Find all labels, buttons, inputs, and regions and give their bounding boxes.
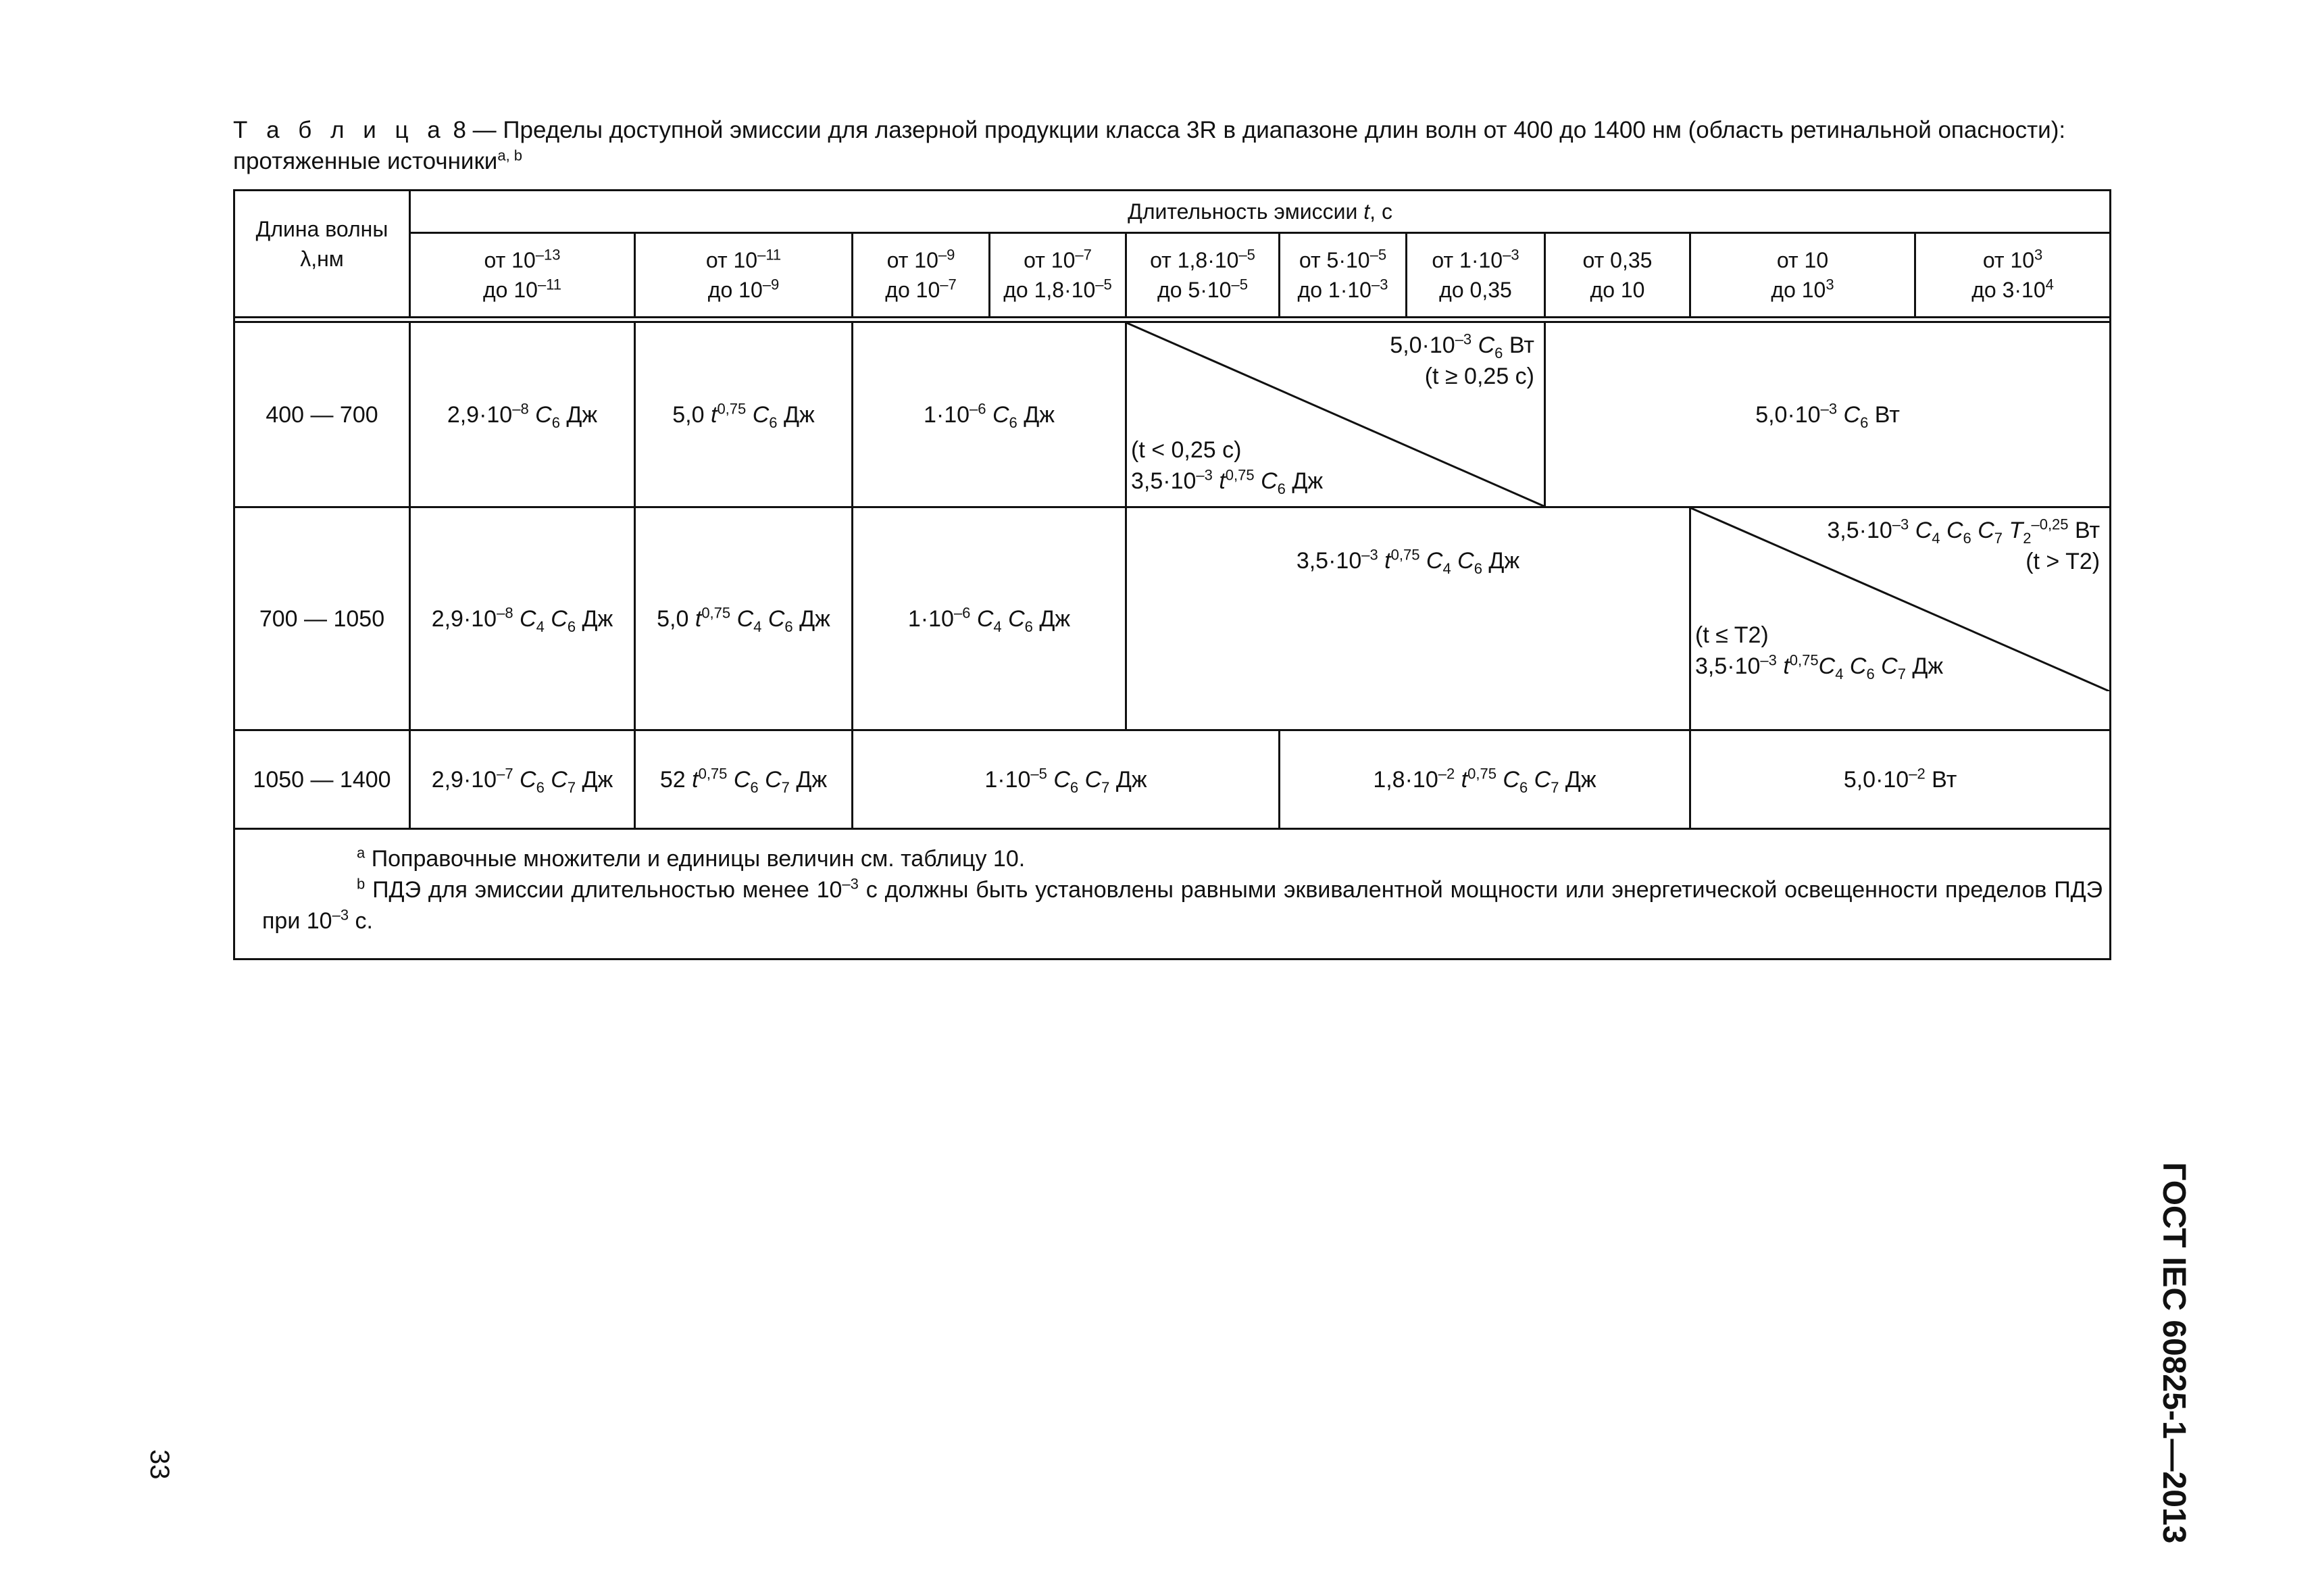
cell-value: 5,0 $t^{0,75}$ $C_4$ $C_6$ Дж (635, 507, 853, 730)
table-caption (233, 115, 2118, 177)
page-number: 33 (145, 1449, 174, 1480)
diagonal-lower-value: (t < 0,25 с) $3,5\cdot 10^{-3}$ $t^{0,75}$ $C_6$ Дж (1131, 437, 1324, 497)
caption-number: 8 (453, 117, 466, 143)
interval-header: от $10^{-11}$ до $10^{-9}$ (635, 233, 853, 318)
cell-value: $2,9\cdot 10^{-8}$ $C_6$ Дж (410, 322, 635, 507)
interval-header: от $10^{-7}$ до $1,8\cdot 10^{-5}$ (990, 233, 1126, 318)
header-wavelength: Длина волны λ,нм (234, 191, 410, 318)
diagonal-upper-value: $3,5\cdot 10^{-3}$ $C_4$ $C_6$ $C_7$ $T_2^{-0,25}$ Вт (t > T2) (1827, 516, 2101, 574)
diagonal-upper-value: $5,0\cdot 10^{-3}$ $C_6$ Вт (t ≥ 0,25 с) (1390, 330, 1534, 389)
emission-limits-table (233, 189, 2111, 960)
cell-value: $5,0\cdot 10^{-2}$ Вт (1690, 730, 2111, 829)
caption-footnote-refs: a, b (497, 147, 523, 164)
footnotes-cell (234, 829, 2111, 959)
table-row (234, 322, 2111, 507)
cell-value: 5,0 $t^{0,75}$ $C_6$ Дж (635, 322, 853, 507)
footnote-a: $^a$ Поправочные множители и единицы величин см. таблицу 10. (357, 844, 1026, 872)
header-separator (234, 318, 2111, 322)
header-duration: Длительность эмиссии t, с (410, 191, 2111, 233)
header-intervals-row (234, 233, 2111, 318)
interval-header: от $1,8\cdot 10^{-5}$ до $5\cdot 10^{-5}$ (1126, 233, 1280, 318)
cell-value: $2,9\cdot 10^{-8}$ $C_4$ $C_6$ Дж (410, 507, 635, 730)
footnotes-row (234, 829, 2111, 959)
diagonal-cell (1126, 322, 1545, 507)
interval-header: от $5\cdot 10^{-5}$ до $1\cdot 10^{-3}$ (1280, 233, 1407, 318)
diagonal-lower-value: (t ≤ T2) $3,5\cdot 10^{-3}$ $t^{0,75}C_4$ $C_6$ $C_7$ Дж (1695, 622, 1944, 682)
interval-header: от $10^3$ до $3\cdot 10^4$ (1915, 233, 2111, 318)
diagonal-cell (1690, 507, 2111, 730)
cell-value: $5,0\cdot 10^{-3}$ $C_6$ Вт (1545, 322, 2111, 507)
cell-value: $1\cdot 10^{-5}$ $C_6$ $C_7$ Дж (853, 730, 1280, 829)
interval-header: от $10^{-9}$ до $10^{-7}$ (853, 233, 990, 318)
interval-header: от 0,35 до 10 (1545, 233, 1690, 318)
caption-text: — Пределы доступной эмиссии для лазерной продукции класса 3R в диапазоне длин волн от 400 до 1400 нм (область ретинальной опасности): протяженные источники (233, 117, 2066, 174)
row-wavelength: 400 — 700 (234, 322, 410, 507)
table-row (234, 730, 2111, 829)
interval-header: от $10^{-13}$ до $10^{-11}$ (410, 233, 635, 318)
cell-value: 52 $t^{0,75}$ $C_6$ $C_7$ Дж (635, 730, 853, 829)
caption-label: Т а б л и ц а (233, 117, 447, 143)
cell-value: $1\cdot 10^{-6}$ $C_6$ Дж (853, 322, 1126, 507)
table-row (234, 507, 2111, 730)
interval-header: от $1\cdot 10^{-3}$ до 0,35 (1407, 233, 1545, 318)
footnote-b: $^b$ ПДЭ для эмиссии длительностью менее $10^{-3}$ с должны быть установлены равными эквивалентной мощности или энергетической освещенности пределов ПДЭ при $10^{-3}$ с. (262, 875, 2103, 934)
cell-value: $1\cdot 10^{-6}$ $C_4$ $C_6$ Дж (853, 507, 1126, 730)
row-wavelength: 1050 — 1400 (234, 730, 410, 829)
cell-value: $1,8\cdot 10^{-2}$ $t^{0,75}$ $C_6$ $C_7$ Дж (1280, 730, 1690, 829)
standard-identifier: ГОСТ IEC 60825-1—2013 (2156, 1162, 2192, 1544)
row-wavelength: 700 — 1050 (234, 507, 410, 730)
cell-value: $2,9\cdot 10^{-7}$ $C_6$ $C_7$ Дж (410, 730, 635, 829)
interval-header: от 10 до $10^3$ (1690, 233, 1915, 318)
cell-value: $3,5\cdot 10^{-3}$ $t^{0,75}$ $C_4$ $C_6$ Дж (1126, 507, 1690, 730)
